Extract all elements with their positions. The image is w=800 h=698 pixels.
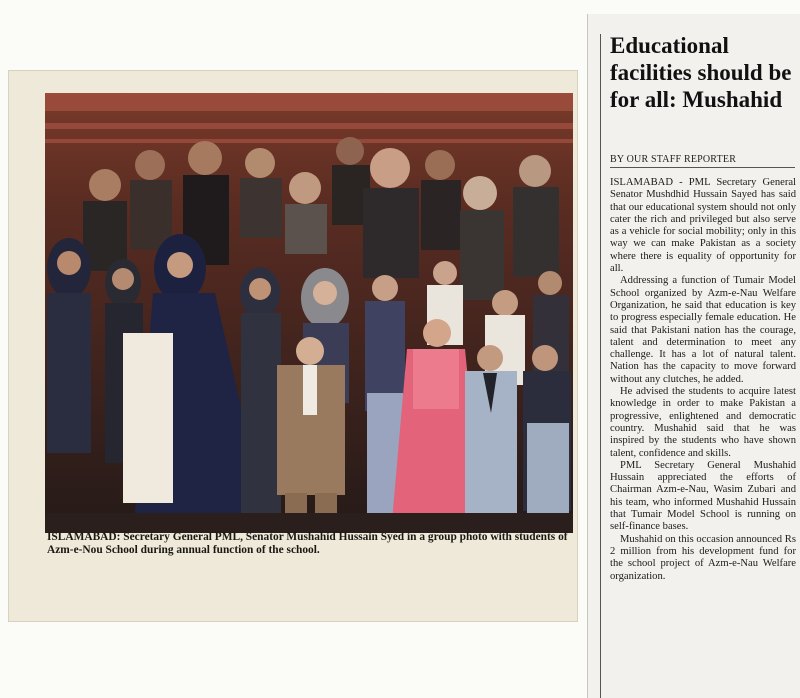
caption-location: ISLAMABAD:: [47, 531, 121, 543]
article-byline: BY OUR STAFF REPORTER: [610, 154, 795, 168]
group-photo: [45, 93, 573, 533]
article-paragraph: Addressing a function of Tumair Model School organized by Azm-e-Nau Welfare Organization, he said that education is key to progress especially female education. He said that Pakistani nation has the courage, talent and determination to meet any challenge. It has a lot of natural talent. Nation has the capacity to move forward without any clutches, he added.: [610, 275, 796, 385]
article-paragraph: ISLAMABAD - PML Secretary General Senator Mushdhid Hussain Sayed has said that our educational system should not only cater the rich and privileged but also serve as a vehicle for social mobility; only in this way we can make Pakistan as a society where there is equality of opportunity for all.: [610, 177, 796, 275]
article-body: [610, 177, 796, 583]
group-photo-illustration: [45, 93, 573, 533]
article-paragraph: PML Secretary General Mushahid Hussain appreciated the efforts of Chairman Azm-e-Nau, Wasim Zubari and his team, who informed Mushahid Hussain that Tumair Model School is running on self-finance bases.: [610, 459, 796, 533]
article-headline: Educational facilities should be for all: Mushahid: [610, 33, 792, 112]
photo-clipping: [8, 70, 578, 622]
column-rule: [600, 34, 601, 698]
caption-text: Secretary General PML, Senator Mushahid Hussain Syed in a group photo with students of Azm-e-Nou School during annual function of the school.: [47, 531, 568, 556]
article-clipping: [587, 14, 800, 698]
article-paragraph: He advised the students to acquire latest knowledge in order to make Pakistan a progressive, enlightened and democratic country. Mushahid said that he was inspired by the students who have shown talent, confidence and skills.: [610, 386, 796, 459]
photo-caption: [47, 531, 572, 557]
article-paragraph: Mushahid on this occasion announced Rs 2 million from his development fund for the school project of Azm-e-Nau Welfare organization.: [610, 533, 796, 582]
